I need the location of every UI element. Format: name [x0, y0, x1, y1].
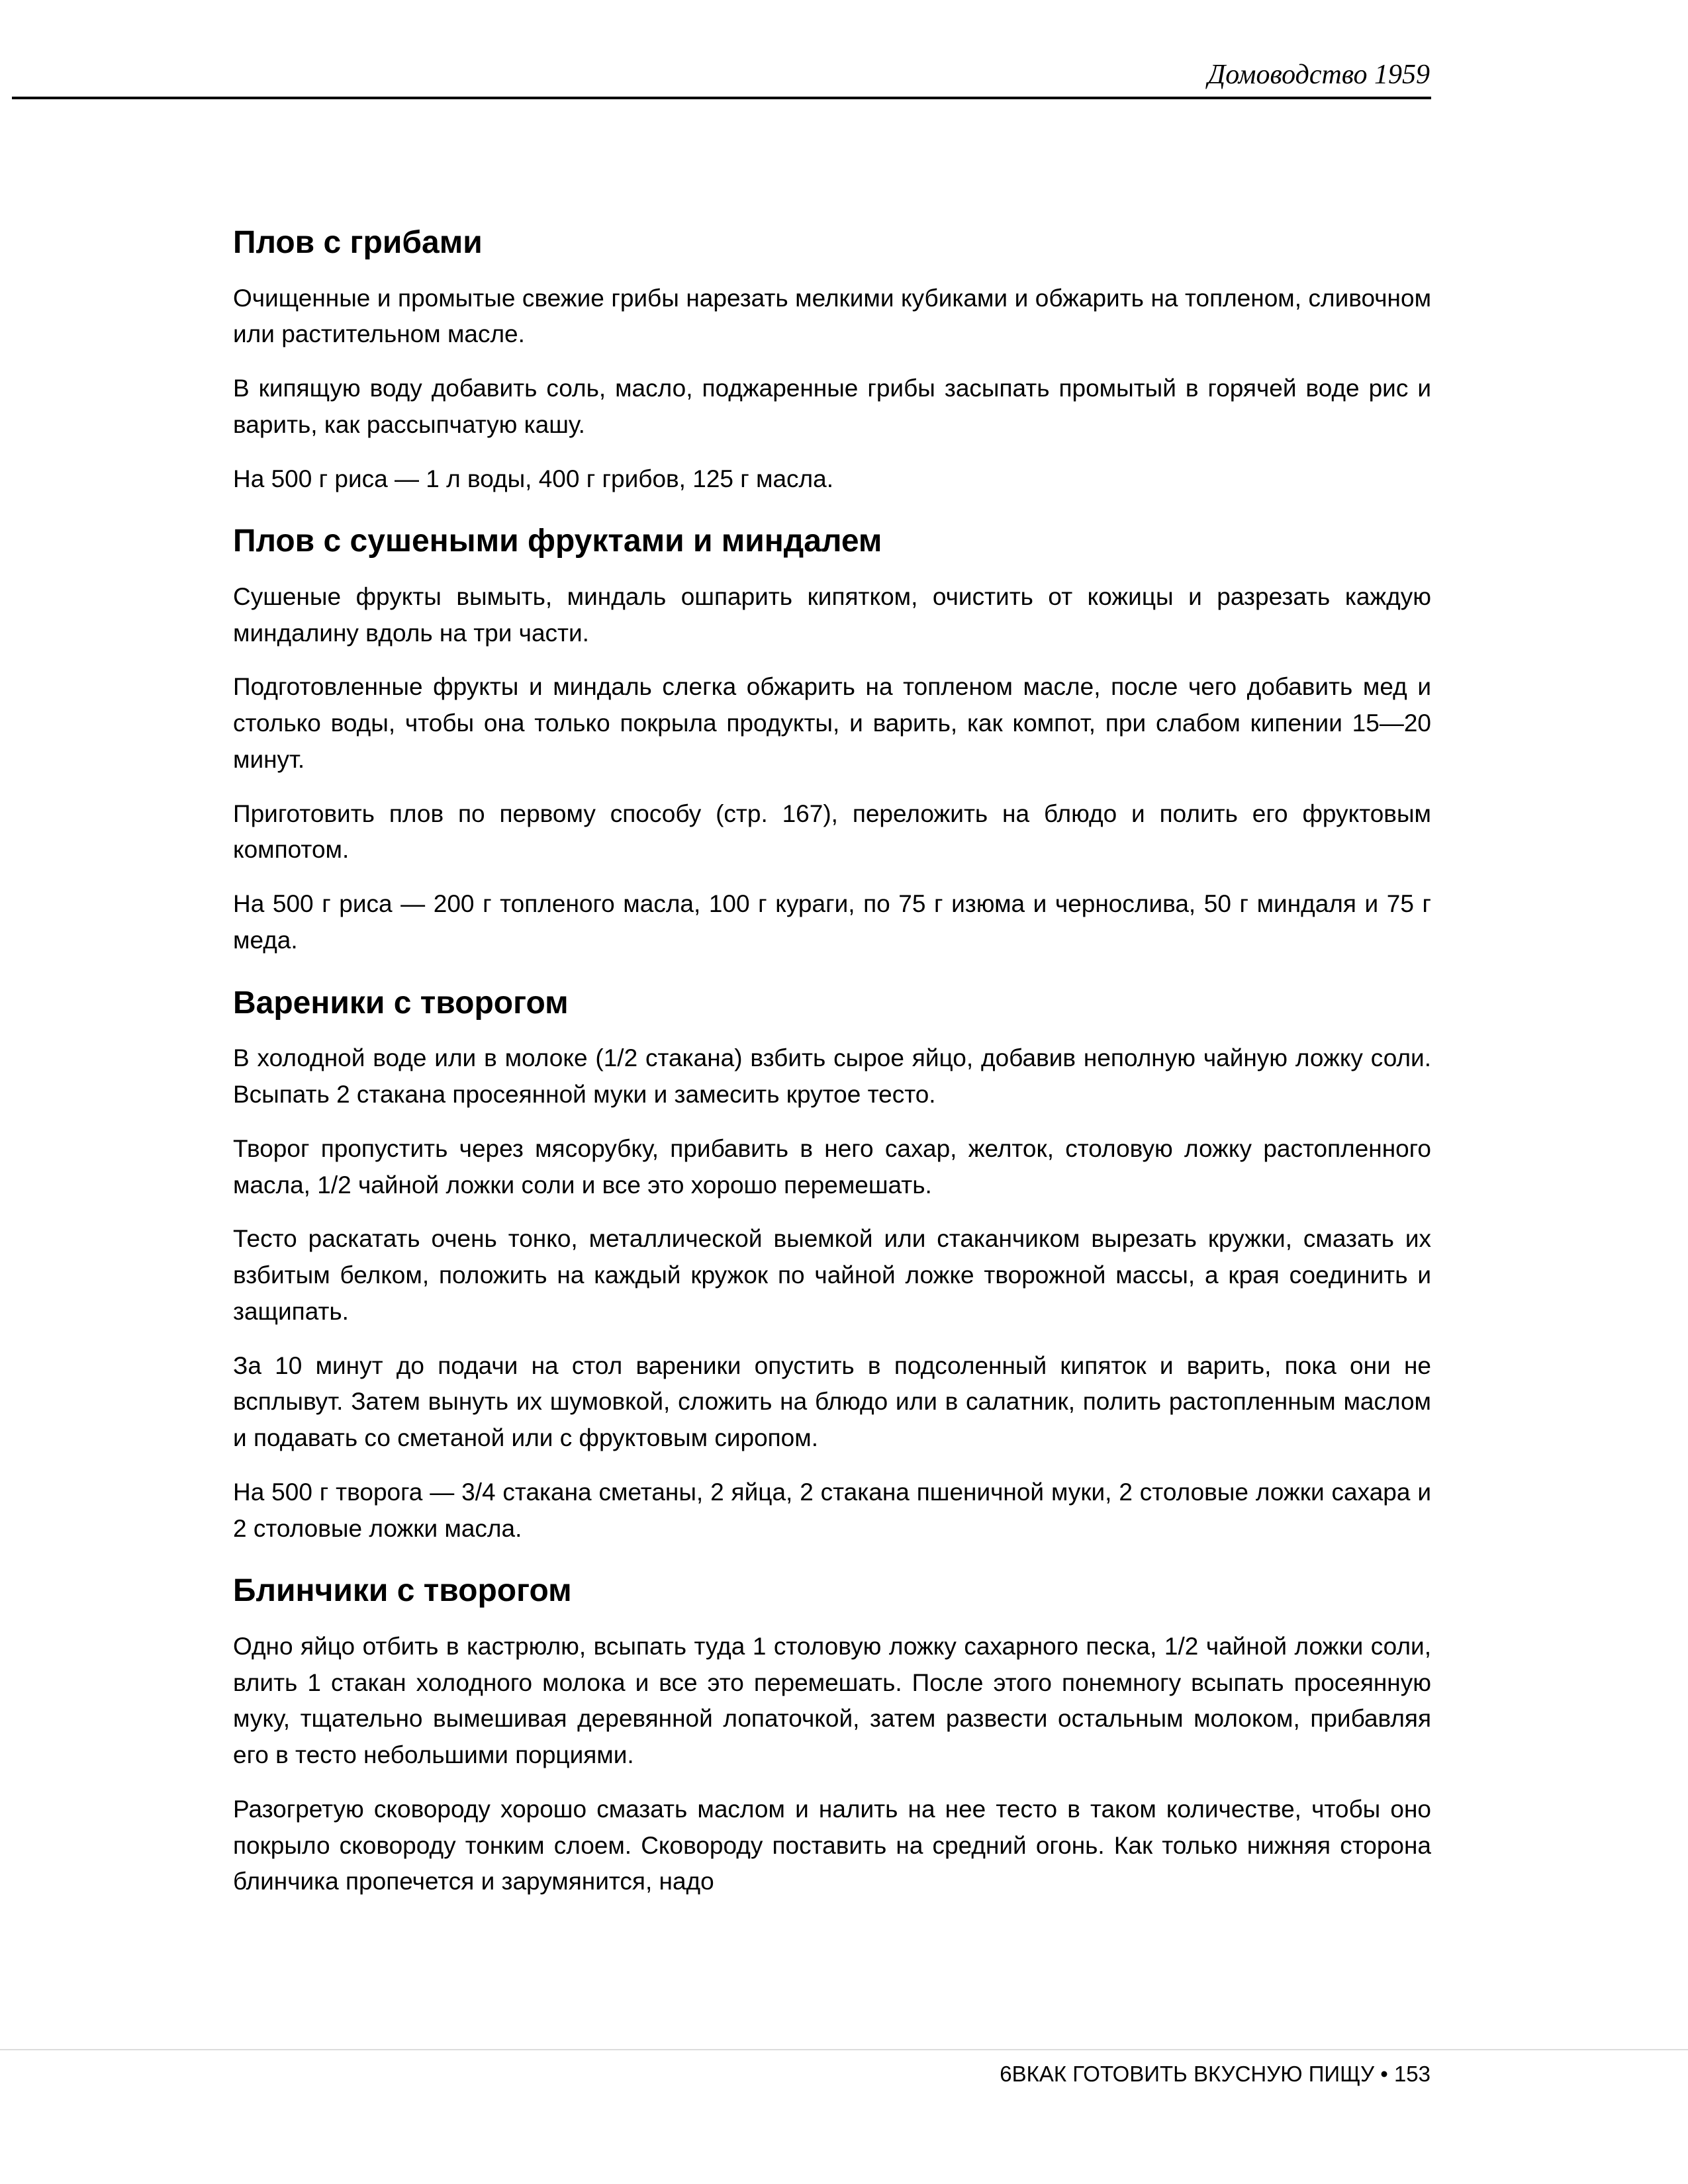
recipe-paragraph: Подготовленные фрукты и миндаль слегка обжарить на топленом масле, после чего добавить мед и столько воды, чтобы она только покрыла продукты, и варить, как компот, при слабом кипении 15—20 минут. [233, 673, 1431, 773]
recipe-paragraph: Приготовить плов по первому способу (стр. 167), переложить на блюдо и полить его фруктовым компотом. [233, 799, 1431, 864]
recipe-paragraph: За 10 минут до подачи на стол вареники опустить в подсоленный кипяток и варить, пока они не всплывут. Затем вынуть их шумовкой, сложить на блюдо или в салатник, полить растопленным маслом и подавать со сметаной или с фруктовым сиропом. [233, 1351, 1431, 1452]
recipe-paragraph: В холодной воде или в молоке (1/2 стакана) взбить сырое яйцо, добавив неполную чайную ложку соли. Всыпать 2 стакана просеянной муки и замесить крутое тесто. [233, 1044, 1431, 1109]
recipe-section [233, 224, 1431, 497]
recipe-heading: Вареники с творогом [233, 985, 569, 1021]
footer-divider [0, 2049, 1688, 2050]
recipe-section [233, 522, 1431, 958]
recipe-paragraph: На 500 г риса — 200 г топленого масла, 100 г кураги, по 75 г изюма и чернослива, 50 г миндаля и 75 г меда. [233, 890, 1431, 954]
header-divider [12, 97, 1431, 99]
page-footer-text: 6ВКАК ГОТОВИТЬ ВКУСНУЮ ПИЩУ • 153 [1000, 2062, 1430, 2086]
recipe-heading: Плов с грибами [233, 225, 483, 260]
page-header-title: Домоводство 1959 [1207, 60, 1430, 90]
recipe-paragraph: Творог пропустить через мясорубку, прибавить в него сахар, желток, столовую ложку растопленного масла, 1/2 чайной ложки соли и все это хорошо перемешать. [233, 1134, 1431, 1199]
recipe-section [233, 1572, 1431, 1900]
recipe-paragraph: На 500 г риса — 1 л воды, 400 г грибов, 125 г масла. [233, 465, 833, 492]
recipe-paragraph: Тесто раскатать очень тонко, металлической выемкой или стаканчиком вырезать кружки, смазать их взбитым белком, положить на каждый кружок по чайной ложке творожной массы, а края соединить и защипать. [233, 1225, 1431, 1325]
recipe-paragraph: Разогретую сковороду хорошо смазать маслом и налить на нее тесто в таком количестве, чтобы оно покрыло сковороду тонким слоем. Сковороду поставить на средний огонь. Как только нижняя сторона блинчика пропечется и зарумянится, надо [233, 1795, 1431, 1895]
recipe-paragraph: На 500 г творога — 3/4 стакана сметаны, 2 яйца, 2 стакана пшеничной муки, 2 столовые ложки сахара и 2 столовые ложки масла. [233, 1478, 1431, 1542]
recipe-paragraph: Одно яйцо отбить в кастрюлю, всыпать туда 1 столовую ложку сахарного песка, 1/2 чайной ложки соли, влить 1 стакан холодного молока и все это перемешать. После этого понемногу всыпать просеянную муку, тщательно вымешивая деревянной лопаточкой, затем развести остальным молоком, прибавляя его в тесто небольшими порциями. [233, 1632, 1431, 1769]
recipe-paragraph: Сушеные фрукты вымыть, миндаль ошпарить кипятком, очистить от кожицы и разрезать каждую миндалину вдоль на три части. [233, 582, 1431, 647]
recipe-heading: Плов с сушеными фруктами и миндалем [233, 523, 882, 559]
recipe-section [233, 984, 1431, 1547]
recipe-paragraph: В кипящую воду добавить соль, масло, поджаренные грибы засыпать промытый в горячей воде рис и варить, как рассыпчатую кашу. [233, 375, 1431, 438]
recipe-paragraph: Очищенные и промытые свежие грибы нарезать мелкими кубиками и обжарить на топленом, сливочном или растительном масле. [233, 284, 1431, 348]
recipe-heading: Блинчики с творогом [233, 1573, 572, 1609]
recipe-content [233, 224, 1431, 1900]
